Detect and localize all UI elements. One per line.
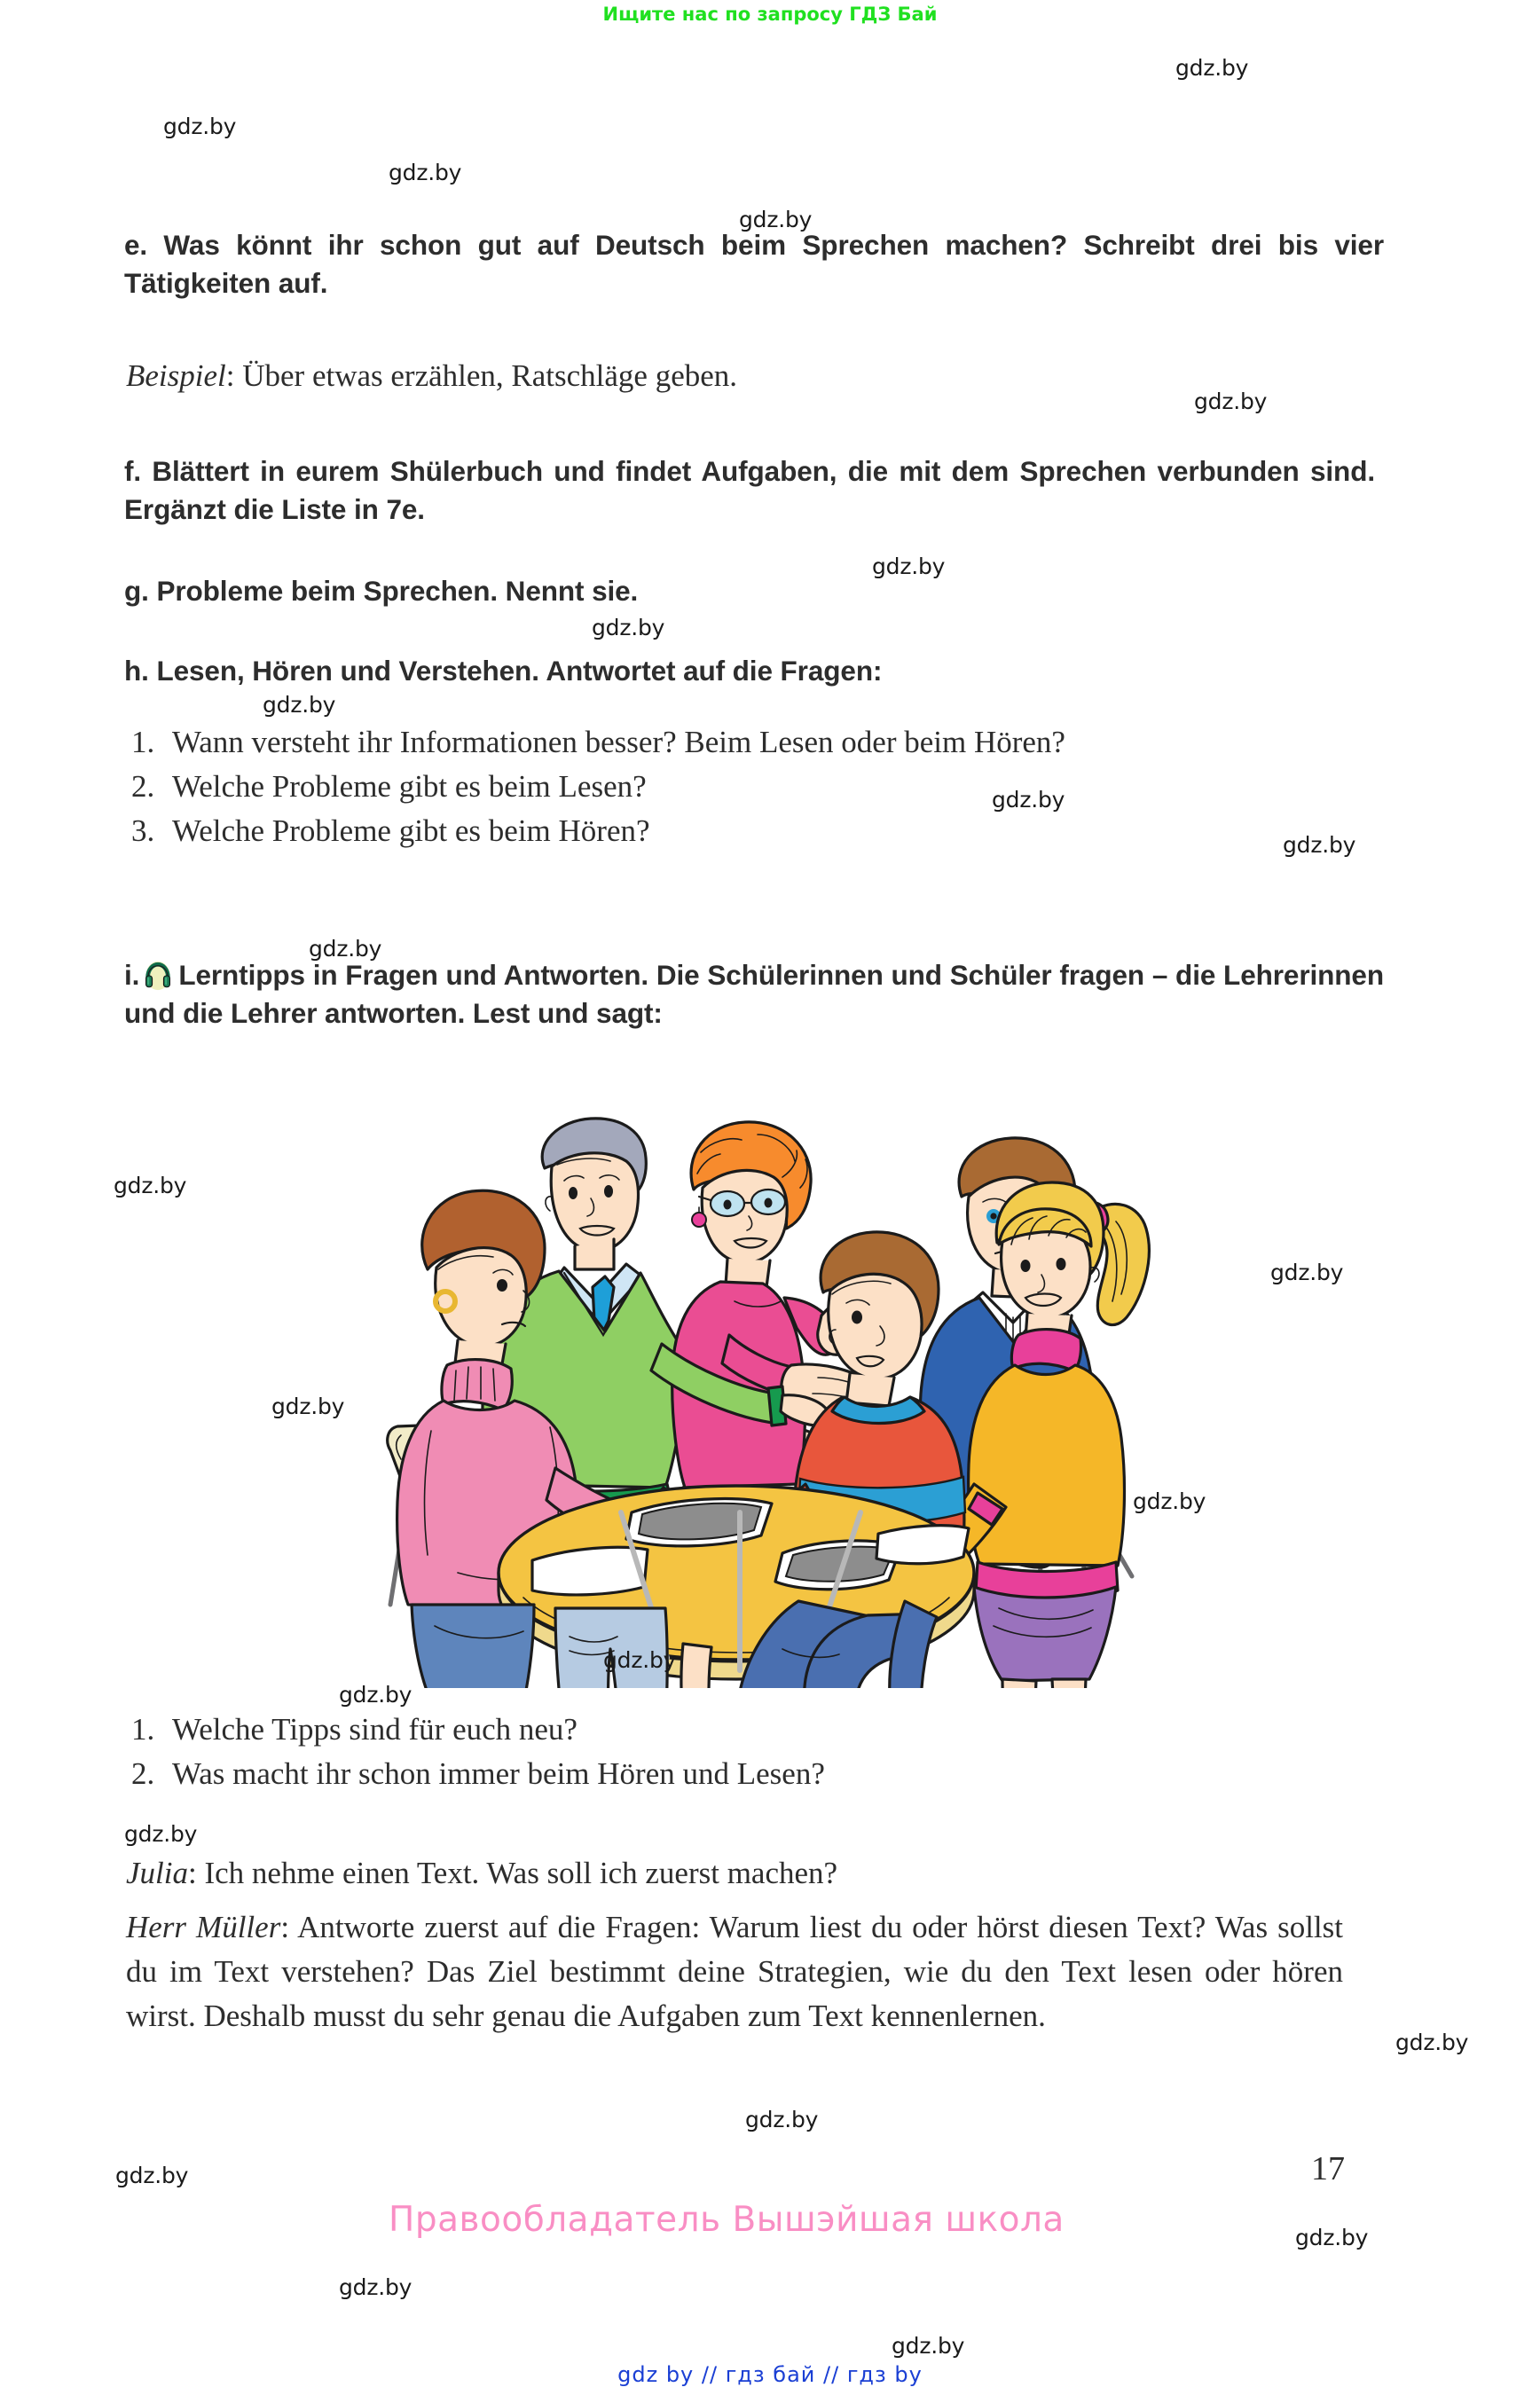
watermark: gdz.by <box>163 114 237 139</box>
list-item-text: Wann versteht ihr Informationen besser? Beim Lesen oder beim Hören? <box>172 725 1065 759</box>
exercise-f-text: f. Blättert in eurem Shülerbuch und findet Aufgaben, die mit dem Sprechen verbunden sind. Ergänzt die Liste in 7e. <box>124 455 1375 525</box>
exercise-h-text: h. Lesen, Hören und Verstehen. Antwortet auf die Fragen: <box>124 655 883 687</box>
exercise-i-text: Lerntipps in Fragen und Antworten. Die Schülerinnen und Schüler fragen – die Lehrerinnen und die Lehrer antworten. Lest und sagt: <box>124 959 1384 1029</box>
bottom-promo-banner: gdz by // гдз бай // гдз by <box>617 2362 923 2387</box>
dialogue-line-julia <box>126 1852 837 1895</box>
watermark: gdz.by <box>263 692 336 718</box>
exercise-h-question-list <box>131 720 1302 853</box>
watermark: gdz.by <box>603 1647 677 1673</box>
watermark: gdz.by <box>1295 2225 1369 2250</box>
watermark: gdz.by <box>1395 2030 1469 2055</box>
watermark: gdz.by <box>1194 389 1268 414</box>
headphones-icon <box>143 961 173 991</box>
list-item <box>131 1708 1302 1752</box>
list-item <box>131 765 1302 809</box>
speaker-name: Julia <box>126 1856 188 1890</box>
beispiel-label: Beispiel <box>126 358 226 393</box>
watermark: gdz.by <box>745 2107 819 2132</box>
watermark: gdz.by <box>892 2333 965 2359</box>
speaker-separator: : <box>280 1910 298 1944</box>
exercise-i-prefix: i. <box>124 959 140 991</box>
list-item-text: Welche Probleme gibt es beim Lesen? <box>172 769 647 804</box>
watermark: gdz.by <box>115 2163 189 2188</box>
page-number: 17 <box>1311 2150 1345 2187</box>
copyright-notice: Правообладатель Вышэйшая школа <box>389 2200 1065 2240</box>
watermark: gdz.by <box>1133 1488 1206 1514</box>
watermark: gdz.by <box>872 554 946 579</box>
list-item <box>131 809 1302 853</box>
dialogue-line-herr-mueller <box>126 1905 1343 2038</box>
watermark: gdz.by <box>271 1394 345 1419</box>
watermark: gdz.by <box>389 160 462 185</box>
watermark: gdz.by <box>114 1173 187 1198</box>
speaker-name: Herr Müller <box>126 1910 281 1944</box>
exercise-i-block <box>124 956 1384 1033</box>
watermark: gdz.by <box>124 1821 198 1847</box>
watermark: gdz.by <box>309 936 382 962</box>
list-item-number: 1. <box>131 725 155 759</box>
list-item <box>131 1752 1302 1796</box>
list-item-number: 2. <box>131 1756 155 1791</box>
watermark: gdz.by <box>339 2274 412 2300</box>
list-item-number: 1. <box>131 1712 155 1747</box>
watermark: gdz.by <box>592 615 665 640</box>
speaker-separator: : <box>187 1856 205 1890</box>
beispiel-line <box>126 355 737 397</box>
watermark: gdz.by <box>339 1682 412 1708</box>
exercise-i-question-list <box>131 1708 1302 1796</box>
list-item-number: 3. <box>131 813 155 848</box>
list-item-text: Welche Probleme gibt es beim Hören? <box>172 813 650 848</box>
watermark: gdz.by <box>739 207 813 232</box>
watermark: gdz.by <box>1283 832 1356 858</box>
dialogue-text: Antworte zuerst auf die Fragen: Warum liest du oder hörst diesen Text? Was sollst du im Text verstehen? Das Ziel bestimmt deine Strategien, wie du den Text lesen oder hören wirst. Deshalb musst du sehr genau die Aufgaben zum Text kennenlernen. <box>126 1910 1343 2033</box>
beispiel-text: : Über etwas erzählen, Ratschläge geben. <box>225 358 738 393</box>
list-item-text: Welche Tipps sind für euch neu? <box>172 1712 578 1747</box>
list-item-text: Was macht ihr schon immer beim Hören und Lesen? <box>172 1756 825 1791</box>
classroom-discussion-illustration <box>381 1111 1153 1688</box>
watermark: gdz.by <box>1175 55 1249 81</box>
watermark: gdz.by <box>1270 1260 1344 1285</box>
exercise-g-text: g. Probleme beim Sprechen. Nennt sie. <box>124 575 639 607</box>
list-item-number: 2. <box>131 769 155 804</box>
dialogue-text: Ich nehme einen Text. Was soll ich zuerst machen? <box>204 1856 838 1890</box>
top-promo-banner: Ищите нас по запросу ГДЗ Бай <box>602 4 938 25</box>
exercise-e-text: e. Was könnt ihr schon gut auf Deutsch beim Sprechen machen? Schreibt drei bis vier Tätigkeiten auf. <box>124 229 1384 299</box>
watermark: gdz.by <box>992 787 1065 813</box>
list-item <box>131 720 1302 765</box>
